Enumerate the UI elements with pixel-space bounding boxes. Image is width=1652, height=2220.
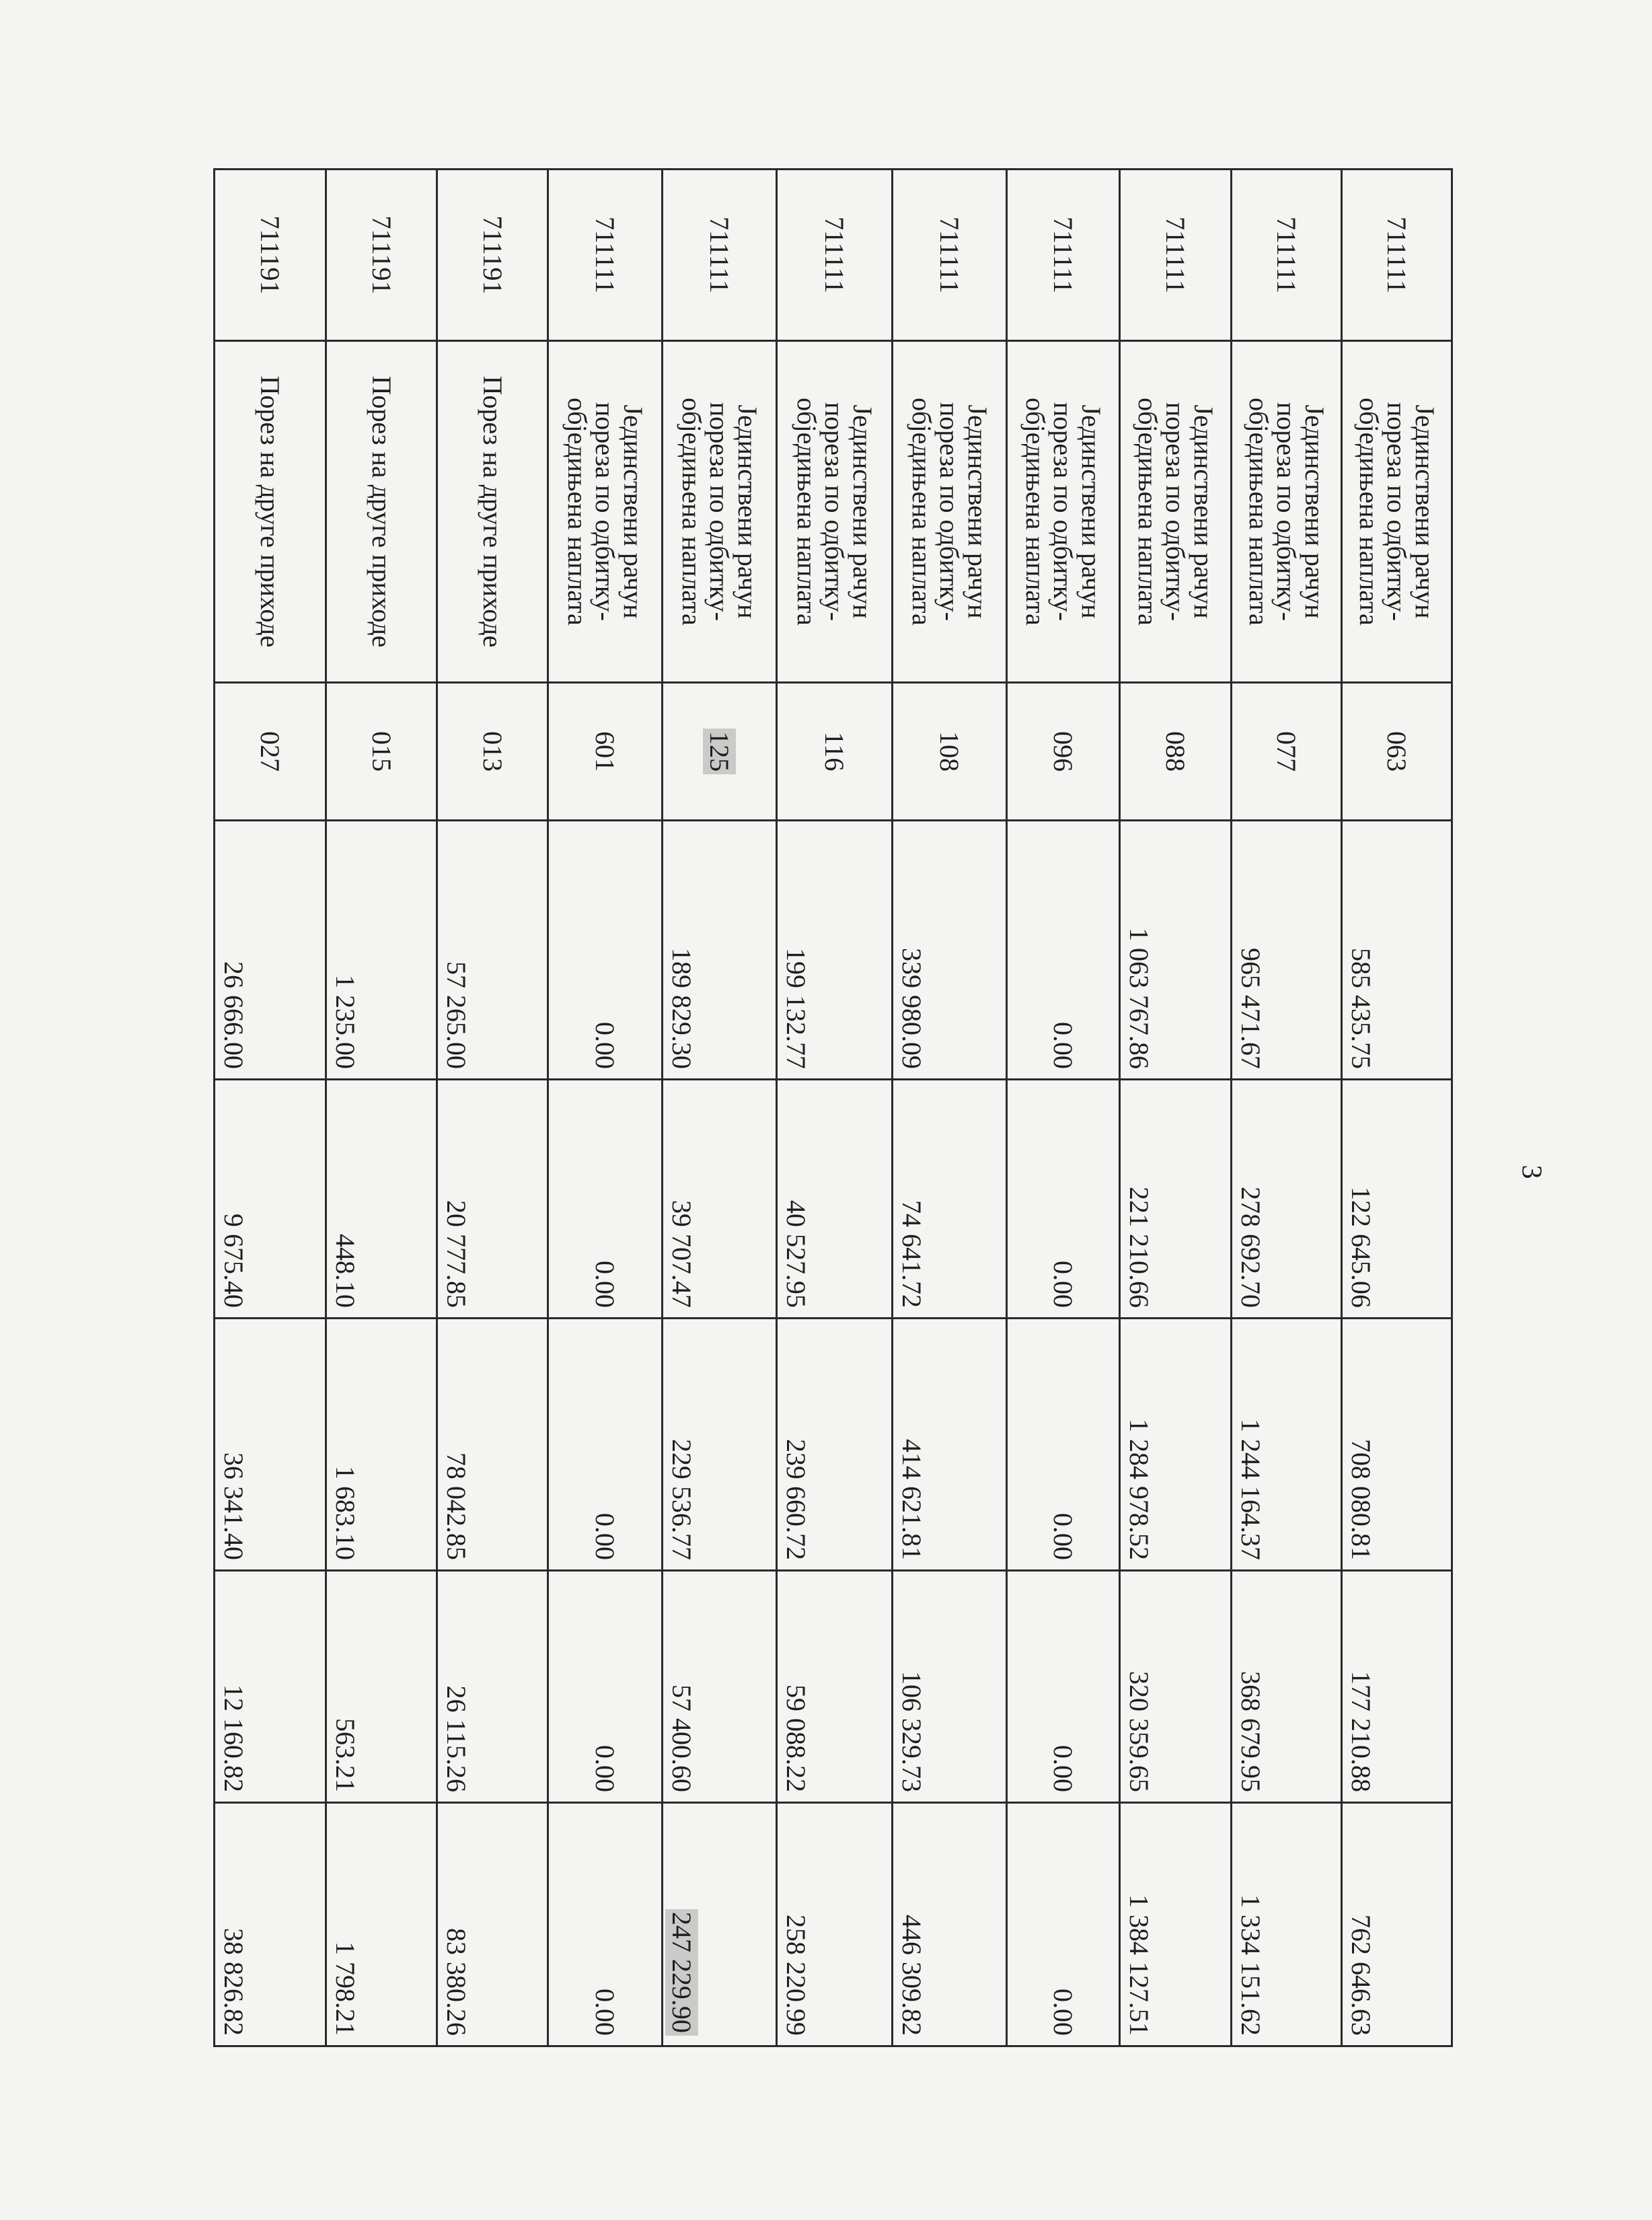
table-row [1007,170,1120,2046]
subaccount-text: 116 [819,731,850,772]
amount-text-5: 38 826.82 [218,1928,249,2036]
subaccount-cell [215,683,326,821]
subaccount-cell [548,683,663,821]
amount-text-4: 26 115.26 [441,1685,472,1792]
amount-text-4: 0.00 [1048,1745,1079,1792]
amount-cell-1 [548,821,663,1080]
amount-text-2: 0.00 [590,1261,621,1308]
subaccount-cell [663,683,777,821]
amount-cell-5 [437,1803,548,2046]
page-number: 3 [1515,1164,1547,1179]
table-row [437,170,548,2046]
amount-cell-5 [663,1803,777,2046]
table-row [326,170,437,2046]
subaccount-text: 027 [255,731,286,772]
amount-text-1: 1 235.00 [330,975,361,1069]
amount-cell-3 [893,1319,1007,1571]
account-code-text: 711191 [255,215,286,295]
amount-cell-5 [893,1803,1007,2046]
account-code-text: 711111 [819,216,850,294]
amount-cell-4 [326,1571,437,1803]
amount-text-2: 0.00 [1048,1261,1079,1308]
subaccount-cell [437,683,548,821]
amount-cell-1 [1342,821,1452,1080]
amount-cell-2 [1120,1080,1232,1319]
account-code-text: 711111 [704,216,735,294]
amount-text-5: 258 220.99 [780,1915,811,2036]
amount-text-3: 1 244 164.37 [1235,1419,1266,1560]
amount-text-1: 0.00 [590,1022,621,1069]
subaccount-text: 015 [366,731,397,772]
amount-cell-5 [1342,1803,1452,2046]
account-code-text: 711191 [477,215,508,295]
amount-text-2: 9 675.40 [218,1214,249,1308]
amount-text-2: 20 777.85 [441,1200,472,1308]
amount-text-2: 448.10 [330,1234,361,1308]
subaccount-text: 063 [1382,731,1413,772]
amount-text-3: 36 341.40 [218,1452,249,1560]
amount-text-4: 368 679.95 [1235,1671,1266,1792]
amount-text-3: 1 284 978.52 [1123,1419,1154,1560]
amount-cell-4 [548,1571,663,1803]
subaccount-cell [1232,683,1342,821]
amount-text-2: 40 527.95 [780,1200,811,1308]
description-cell [326,341,437,683]
description-text: Јединствени рачун пореза по одбитку- обједињена наплата [562,398,648,626]
amount-cell-3 [326,1319,437,1571]
amount-cell-5 [1007,1803,1120,2046]
amount-cell-4 [893,1571,1007,1803]
amount-text-3: 708 080.81 [1345,1439,1376,1560]
amount-cell-2 [777,1080,893,1319]
amount-text-4: 12 160.82 [218,1685,249,1792]
amount-text-4: 0.00 [590,1745,621,1792]
amount-text-1: 57 265.00 [441,961,472,1069]
table-row [777,170,893,2046]
amount-cell-1 [437,821,548,1080]
amount-cell-4 [777,1571,893,1803]
amount-text-1: 0.00 [1048,1022,1079,1069]
description-cell [1342,341,1452,683]
account-code-text: 711111 [1382,216,1413,294]
account-code-text: 711111 [934,216,965,294]
description-text: Јединствени рачун пореза по одбитку- обједињена наплата [791,398,878,626]
amount-cell-1 [1007,821,1120,1080]
amount-cell-4 [437,1571,548,1803]
amount-cell-5 [548,1803,663,2046]
subaccount-text: 088 [1160,731,1191,772]
account-code-cell [777,170,893,341]
amount-cell-3 [777,1319,893,1571]
amount-text-2: 278 692.70 [1235,1187,1266,1308]
account-code-text: 711111 [1271,216,1302,294]
description-text: Јединствени рачун пореза по одбитку- обједињена наплата [1243,398,1330,626]
description-text: Порез на друге приходе [366,375,397,648]
amount-text-3: 0.00 [590,1513,621,1560]
account-code-cell [1007,170,1120,341]
subaccount-text: 601 [590,731,621,772]
description-cell [548,341,663,683]
subaccount-text: 108 [934,731,965,772]
amount-text-5: 83 380.26 [441,1928,472,2036]
amount-cell-2 [326,1080,437,1319]
subaccount-text: 096 [1048,731,1079,772]
amount-text-2: 122 645.06 [1345,1187,1376,1308]
amount-text-1: 965 471.67 [1235,948,1266,1069]
amount-cell-3 [1342,1319,1452,1571]
amount-cell-1 [663,821,777,1080]
amount-cell-5 [326,1803,437,2046]
amount-cell-4 [1232,1571,1342,1803]
subaccount-cell [1120,683,1232,821]
amount-text-3: 414 621.81 [896,1439,927,1560]
subaccount-cell [777,683,893,821]
amount-text-5: 1 798.21 [330,1941,361,2036]
amount-cell-5 [1232,1803,1342,2046]
ledger-table-container [215,168,1453,2045]
amount-text-1: 189 829.30 [666,948,697,1069]
account-code-cell [663,170,777,341]
amount-cell-1 [1232,821,1342,1080]
amount-cell-1 [777,821,893,1080]
description-text: Јединствени рачун пореза по одбитку- обједињена наплата [676,398,763,626]
amount-text-4: 57 400.60 [666,1685,697,1792]
amount-text-3: 239 660.72 [780,1439,811,1560]
account-code-cell [1232,170,1342,341]
amount-text-4: 106 329.73 [896,1671,927,1792]
amount-cell-2 [893,1080,1007,1319]
amount-text-2: 74 641.72 [896,1200,927,1308]
account-code-text: 711111 [1160,216,1191,294]
amount-cell-5 [777,1803,893,2046]
table-row [548,170,663,2046]
rotated-table [215,168,1453,2045]
amount-cell-2 [437,1080,548,1319]
amount-cell-3 [437,1319,548,1571]
amount-text-4: 59 088.22 [780,1685,811,1792]
amount-cell-2 [663,1080,777,1319]
amount-cell-3 [1007,1319,1120,1571]
amount-text-2: 221 210.66 [1123,1187,1154,1308]
account-code-cell [548,170,663,341]
description-cell [777,341,893,683]
subaccount-cell [1342,683,1452,821]
amount-text-5: 1 334 151.62 [1235,1894,1266,2036]
table-row [1232,170,1342,2046]
description-cell [893,341,1007,683]
table-row [1120,170,1232,2046]
amount-text-1: 339 980.09 [896,948,927,1069]
amount-text-4: 177 210.88 [1345,1671,1376,1792]
amount-text-1: 199 132.77 [780,948,811,1069]
amount-cell-3 [663,1319,777,1571]
table-row [215,170,326,2046]
amount-text-1: 1 063 767.86 [1123,928,1154,1069]
subaccount-text: 077 [1271,731,1302,772]
amount-text-5: 247 229.90 [665,1909,698,2036]
description-cell [1007,341,1120,683]
amount-cell-5 [1120,1803,1232,2046]
amount-text-3: 78 042.85 [441,1452,472,1560]
account-code-cell [437,170,548,341]
description-text: Порез на друге приходе [255,375,286,648]
description-text: Јединствени рачун пореза по одбитку- обједињена наплата [1132,398,1219,626]
ledger-table [213,168,1453,2047]
amount-text-1: 585 435.75 [1345,948,1376,1069]
amount-cell-2 [1232,1080,1342,1319]
amount-cell-4 [663,1571,777,1803]
account-code-cell [1120,170,1232,341]
amount-text-4: 563.21 [330,1718,361,1792]
amount-cell-1 [1120,821,1232,1080]
amount-text-3: 229 536.77 [666,1439,697,1560]
amount-cell-3 [548,1319,663,1571]
amount-text-1: 26 666.00 [218,961,249,1069]
ledger-body [215,170,1452,2046]
subaccount-text: 125 [703,729,736,774]
subaccount-cell [1007,683,1120,821]
description-cell [437,341,548,683]
amount-text-5: 446 309.82 [896,1915,927,2036]
amount-text-5: 762 646.63 [1345,1915,1376,2036]
description-cell [215,341,326,683]
description-cell [1232,341,1342,683]
account-code-cell [1342,170,1452,341]
amount-text-5: 1 384 127.51 [1123,1894,1154,2036]
account-code-text: 711111 [1048,216,1079,294]
amount-cell-3 [1232,1319,1342,1571]
account-code-cell [326,170,437,341]
account-code-text: 711191 [366,215,397,295]
amount-text-2: 39 707.47 [666,1200,697,1308]
amount-cell-2 [1007,1080,1120,1319]
description-cell [663,341,777,683]
amount-text-5: 0.00 [1048,1989,1079,2036]
table-row [663,170,777,2046]
amount-cell-4 [1120,1571,1232,1803]
description-text: Јединствени рачун пореза по одбитку- обједињена наплата [906,398,993,626]
description-cell [1120,341,1232,683]
table-row [893,170,1007,2046]
description-text: Порез на друге приходе [477,375,508,648]
amount-cell-1 [326,821,437,1080]
description-text: Јединствени рачун пореза по одбитку- обједињена наплата [1020,398,1106,626]
account-code-text: 711111 [590,216,621,294]
subaccount-cell [326,683,437,821]
amount-cell-4 [1007,1571,1120,1803]
amount-cell-3 [1120,1319,1232,1571]
account-code-cell [893,170,1007,341]
description-text: Јединствени рачун пореза по одбитку- обједињена наплата [1353,398,1440,626]
amount-cell-1 [215,821,326,1080]
amount-cell-2 [1342,1080,1452,1319]
amount-text-3: 1 683.10 [330,1466,361,1560]
table-row [1342,170,1452,2046]
subaccount-cell [893,683,1007,821]
amount-cell-5 [215,1803,326,2046]
amount-text-5: 0.00 [590,1989,621,2036]
amount-cell-4 [215,1571,326,1803]
amount-cell-2 [548,1080,663,1319]
amount-cell-4 [1342,1571,1452,1803]
amount-cell-1 [893,821,1007,1080]
amount-text-4: 320 359.65 [1123,1671,1154,1792]
amount-cell-2 [215,1080,326,1319]
account-code-cell [215,170,326,341]
amount-text-3: 0.00 [1048,1513,1079,1560]
subaccount-text: 013 [477,731,508,772]
amount-cell-3 [215,1319,326,1571]
